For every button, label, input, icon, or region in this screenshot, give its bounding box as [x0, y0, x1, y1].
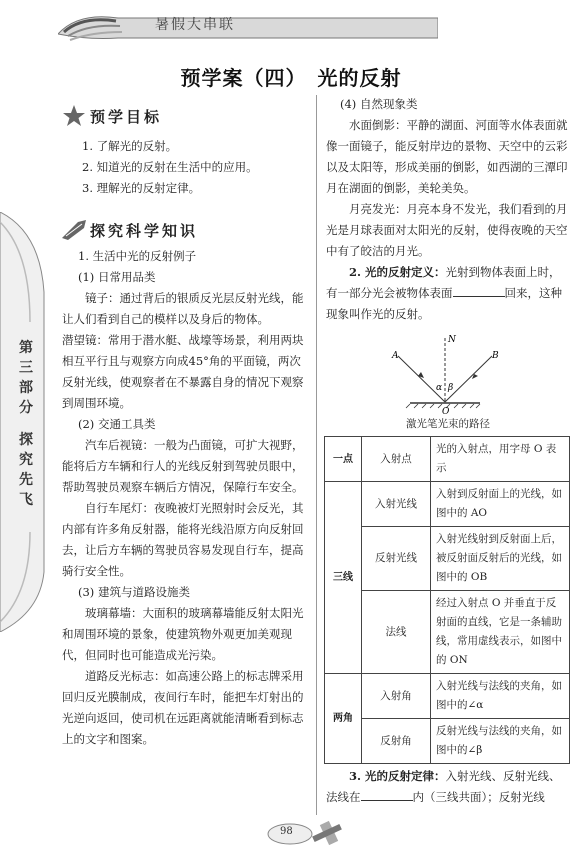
paragraph: 汽车后视镜：一般为凸面镜，可扩大视野，能将后方车辆和行人的光线反射到驾驶员眼中，帮助驾驶员观察车辆后方情况，保障行车安全。 — [62, 438, 304, 494]
table-cell: 入射光线 — [362, 482, 431, 527]
section-feather-icon — [60, 218, 88, 240]
side-tab-name — [14, 430, 38, 510]
table-cell: 经过入射点 O 并垂直于反射面的直线，它是一条辅助线，常用虚线表示，如图中的 ON — [431, 591, 570, 674]
paragraph: 月亮发光：月亮本身不发光，我们看到的月光是月球表面对太阳光的反射，使得夜晚的天空中有了皎洁的月光。 — [326, 202, 568, 258]
subheading: (4) 自然现象类 — [340, 97, 418, 111]
page-title: 预学案（四） 光的反射 — [180, 66, 402, 90]
side-tab-decoration — [0, 212, 52, 632]
table-cell: 一点 — [325, 437, 362, 482]
subheading: (2) 交通工具类 — [78, 417, 156, 431]
paragraph: 水面倒影：平静的湖面、河面等水体表面就像一面镜子，能反射岸边的景物、天空中的云彩以及太阳等，形成美丽的倒影，如西湖的三潭印月在湖面的倒影，美轮美奂。 — [326, 118, 568, 195]
reflection-diagram — [380, 332, 510, 414]
paragraph: 玻璃幕墙：大面积的玻璃幕墙能反射太阳光和周围环境的景象，使建筑物外观更加美观现代，但同时也可能造成光污染。 — [62, 606, 304, 662]
terms-table — [324, 436, 570, 764]
definition-paragraph — [326, 262, 570, 325]
definition-text-a: 光射到物体表面上时，有一部分光会被物体表面 — [326, 265, 561, 300]
table-cell: 入射角 — [362, 674, 431, 719]
table-group-label: 两角 — [325, 674, 362, 764]
label-b: B — [492, 351, 499, 361]
table-row — [325, 591, 570, 674]
label-alpha: α — [436, 383, 443, 393]
law-label: 3. 光的反射定律： — [349, 769, 446, 783]
definition-label: 2. 光的反射定义： — [349, 265, 446, 279]
heading-examples: 1. 生活中光的反射例子 — [78, 249, 197, 263]
paragraph: 镜子：通过背后的银质反光层反射光线，能让人们看到自己的模样以及身后的物体。 — [62, 291, 304, 326]
paragraph: 潜望镜：常用于潜水艇、战壕等场景，利用两块相互平行且与观察方向成45°角的平面镜，两次反射光线，使观察者在不暴露自身的情况下观察到周围环境。 — [62, 333, 304, 410]
side-tab-part — [14, 338, 38, 418]
law-paragraph — [326, 766, 570, 808]
explore-content — [62, 246, 307, 750]
diagram-caption: 激光笔光束的路径 — [406, 418, 490, 430]
subheading: (3) 建筑与道路设施类 — [78, 585, 190, 599]
section-title-explore: 探究科学知识 — [90, 222, 199, 240]
goal-item: 3. 理解光的反射定律。 — [82, 181, 201, 195]
side-tab-char: 三 — [19, 360, 33, 376]
table-row — [325, 482, 570, 527]
subheading: (1) 日常用品类 — [78, 270, 156, 284]
side-tab-char: 飞 — [19, 492, 33, 508]
section-title-goals: 预学目标 — [90, 108, 163, 126]
law-text-b: 内（三线共面）；反射光线 — [412, 790, 545, 804]
side-tab-char: 第 — [19, 340, 33, 356]
table-row — [325, 674, 570, 719]
paragraph: 自行车尾灯：夜晚被灯光照射时会反光，其内部有许多角反射器，能将光线沿原方向反射回去，让后方车辆的驾驶员容易发现自行车，提高骑行安全性。 — [62, 501, 304, 578]
table-cell: 光的入射点，用字母 O 表示 — [431, 437, 570, 482]
table-cell: 入射点 — [362, 437, 431, 482]
reflected-ray — [445, 356, 492, 402]
side-tab-char: 分 — [19, 400, 33, 416]
header-banner — [58, 10, 438, 48]
table-cell: 入射光线射到反射面上后，被反射面反射后的光线，如图中的 OB — [431, 527, 570, 591]
column-divider — [316, 95, 317, 815]
label-n: N — [448, 335, 456, 345]
table-cell: 入射到反射面上的光线，如图中的 AO — [431, 482, 570, 527]
right-column-text — [326, 94, 570, 325]
label-beta: β — [448, 383, 454, 393]
footer-satellite-icon — [262, 816, 352, 850]
incident-ray — [398, 356, 445, 402]
table-row — [325, 527, 570, 591]
series-title: 暑假大串联 — [155, 17, 235, 33]
side-tab-char: 究 — [19, 452, 33, 468]
goals-list — [82, 136, 307, 199]
definition-text-b: 回来，这种现象叫作光的反射。 — [326, 286, 562, 321]
side-tab-char: 探 — [19, 432, 33, 448]
side-tab-char: 部 — [19, 380, 33, 396]
section-star-icon — [62, 104, 86, 128]
label-a: A — [392, 351, 399, 361]
goal-item: 1. 了解光的反射。 — [82, 139, 178, 153]
goal-item: 2. 知道光的反射在生活中的应用。 — [82, 160, 258, 174]
table-cell: 入射光线与法线的夹角，如图中的∠α — [431, 674, 570, 719]
table-group-label: 三线 — [325, 482, 362, 674]
table-row — [325, 437, 570, 482]
side-tab-char: 先 — [19, 472, 33, 488]
table-row — [325, 719, 570, 764]
table-cell: 反射光线与法线的夹角，如图中的∠β — [431, 719, 570, 764]
law-text-a: 入射光线、反射光线、法线在 — [326, 769, 561, 804]
blank-line — [453, 284, 505, 297]
blank-line — [361, 788, 413, 801]
page-number: 98 — [280, 826, 293, 837]
paragraph: 道路反光标志：如高速公路上的标志牌采用回归反光膜制成，夜间行车时，能把车灯射出的光逆向返回，使司机在远距离就能清晰看到标志上的文字和图案。 — [62, 669, 304, 746]
table-cell: 反射角 — [362, 719, 431, 764]
table-cell: 反射光线 — [362, 527, 431, 591]
label-o: O — [442, 407, 450, 414]
table-cell: 法线 — [362, 591, 431, 674]
